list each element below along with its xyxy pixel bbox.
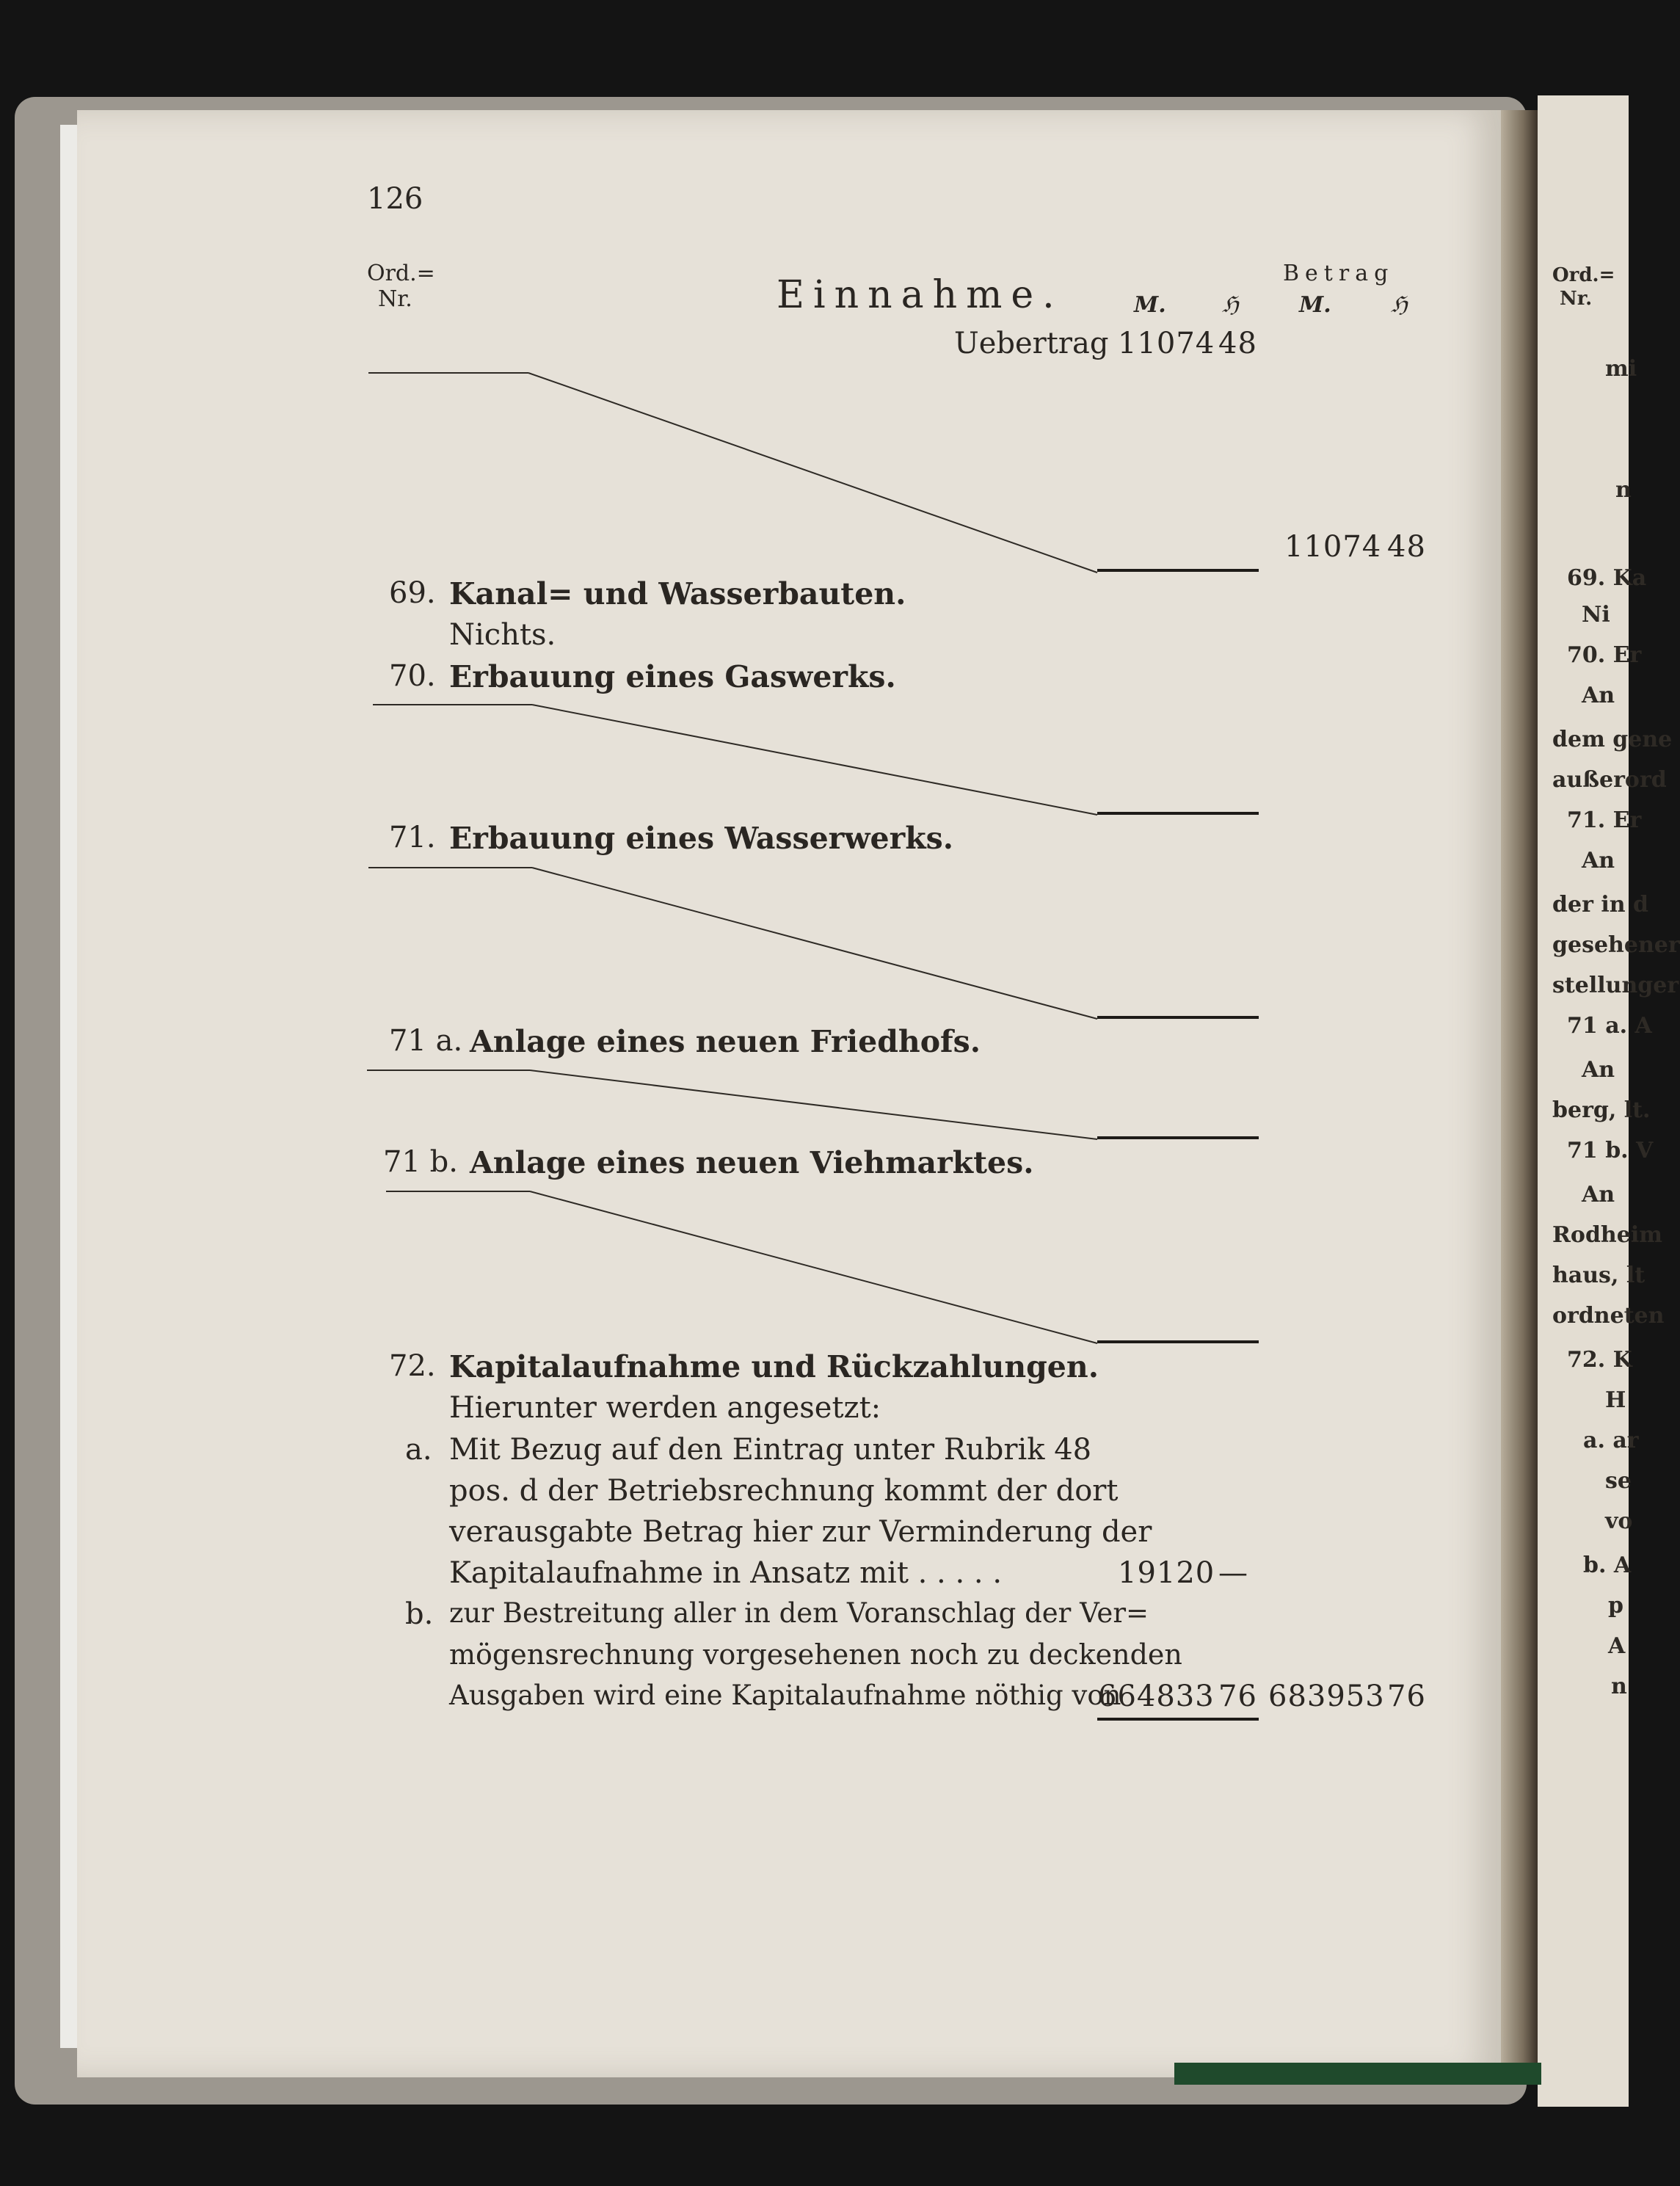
section-number: 72. (389, 1349, 436, 1383)
section-number: 71 b. (383, 1145, 458, 1179)
section-title: Erbauung eines Gaswerks. (449, 659, 896, 694)
facing-page-text: stellunger (1552, 973, 1679, 998)
section-number: 69. (389, 576, 436, 610)
sum-rule (1097, 1136, 1259, 1139)
facing-page-text: ordneten (1552, 1303, 1665, 1329)
pfennig-column-header: ℌ (1222, 292, 1239, 318)
section-note: Nichts. (449, 618, 556, 652)
facing-page-text: An (1582, 848, 1615, 874)
facing-page-text: haus, lt (1552, 1263, 1646, 1288)
total-pfennig: 76 (1387, 1680, 1426, 1713)
section-number: 71 a. (389, 1024, 463, 1058)
facing-page-text: 71 b. V (1567, 1138, 1654, 1163)
facing-page-text: An (1582, 683, 1615, 708)
facing-page-text: vo (1605, 1508, 1633, 1534)
facing-page-text: gesehener (1552, 932, 1680, 958)
section-intro: Hierunter werden angesetzt: (449, 1391, 881, 1425)
item-label: b. (405, 1597, 434, 1631)
total-mark: 683953 (1268, 1680, 1385, 1713)
facing-page-text: 71 a. A (1567, 1013, 1652, 1039)
item-text-line: pos. d der Betriebsrechnung kommt der dort (449, 1474, 1119, 1508)
facing-page-text: außerord (1552, 767, 1667, 793)
amount-pfennig: 48 (1218, 327, 1257, 360)
facing-page-text: 69. Ka (1567, 565, 1647, 591)
connector-line (530, 1070, 1097, 1139)
facing-page-text: Rodheim (1552, 1222, 1662, 1248)
section-number: 71. (389, 821, 436, 854)
section-title: Kanal= und Wasserbauten. (449, 576, 906, 611)
facing-page-text: H (1605, 1387, 1626, 1413)
item-text-line: Ausgaben wird eine Kapitalaufnahme nöthig von (449, 1680, 1121, 1711)
amount-mark: 19120 (1118, 1556, 1215, 1590)
betrag-header: Betrag (1283, 261, 1394, 286)
facing-page-text: dem gene (1552, 727, 1673, 752)
facing-page-text: Nr. (1560, 288, 1593, 310)
sum-rule (1097, 1016, 1259, 1019)
total-pfennig: 48 (1387, 530, 1426, 564)
page-title: Einnahme. (777, 273, 1063, 317)
facing-page-text: a. ar (1583, 1428, 1639, 1453)
facing-page-text: p (1608, 1593, 1623, 1619)
facing-page-text: A (1608, 1633, 1626, 1659)
facing-page-text: der in d (1552, 892, 1648, 918)
amount-pfennig: 76 (1218, 1680, 1257, 1713)
facing-page-text: Ni (1582, 602, 1610, 628)
total-mark: 11074 (1284, 530, 1382, 564)
facing-page-text: n (1611, 1674, 1627, 1699)
facing-page-text: n (1615, 477, 1632, 503)
mark-column-header: M. (1134, 292, 1166, 318)
facing-page-text: Ord.= (1552, 264, 1615, 286)
item-text-line: Kapitalaufnahme in Ansatz mit . . . . . (449, 1556, 1003, 1590)
facing-page-text: 71. Er (1567, 807, 1642, 833)
sum-rule (1097, 569, 1259, 572)
connector-line (532, 705, 1097, 815)
facing-page-text: mi (1605, 356, 1637, 382)
amount-mark: 11074 (1118, 327, 1215, 360)
facing-page-text: An (1582, 1182, 1615, 1208)
sum-rule (1097, 812, 1259, 815)
item-text-line: verausgabte Betrag hier zur Verminderung der (449, 1515, 1152, 1549)
facing-page-text: se (1605, 1468, 1632, 1494)
item-text-line: Mit Bezug auf den Eintrag unter Rubrik 48 (449, 1433, 1092, 1467)
connector-line (528, 373, 1097, 573)
facing-page-text: An (1582, 1057, 1615, 1083)
item-label: a. (405, 1433, 432, 1467)
section-number: 70. (389, 659, 436, 693)
sum-rule (1097, 1340, 1259, 1343)
connector-line (532, 868, 1097, 1019)
ord-nr-label: Ord.= (367, 261, 435, 286)
facing-page-text: b. A (1583, 1553, 1632, 1578)
pfennig-column-header: ℌ (1391, 292, 1408, 318)
sum-rule (1097, 1718, 1259, 1721)
uebertrag-label: Uebertrag (954, 327, 1109, 360)
connector-line (530, 1191, 1097, 1343)
item-text-line: zur Bestreitung aller in dem Voranschlag der Ver= (449, 1597, 1149, 1629)
amount-pfennig: — (1218, 1556, 1248, 1590)
facing-page-text: 70. Er (1567, 642, 1642, 668)
facing-page-text: 72. K (1567, 1347, 1632, 1373)
facing-page-text: berg, lt. (1552, 1097, 1651, 1123)
section-title: Erbauung eines Wasserwerks. (449, 821, 954, 856)
page-number: 126 (367, 182, 423, 216)
section-title: Anlage eines neuen Viehmarktes. (470, 1145, 1034, 1180)
section-title: Kapitalaufnahme und Rückzahlungen. (449, 1349, 1099, 1384)
ord-nr-label: Nr. (378, 286, 412, 312)
item-text-line: mögensrechnung vorgesehenen noch zu deckenden (449, 1638, 1182, 1671)
amount-mark: 664833 (1098, 1680, 1215, 1713)
section-title: Anlage eines neuen Friedhofs. (470, 1024, 981, 1059)
mark-column-header: M. (1299, 292, 1331, 318)
